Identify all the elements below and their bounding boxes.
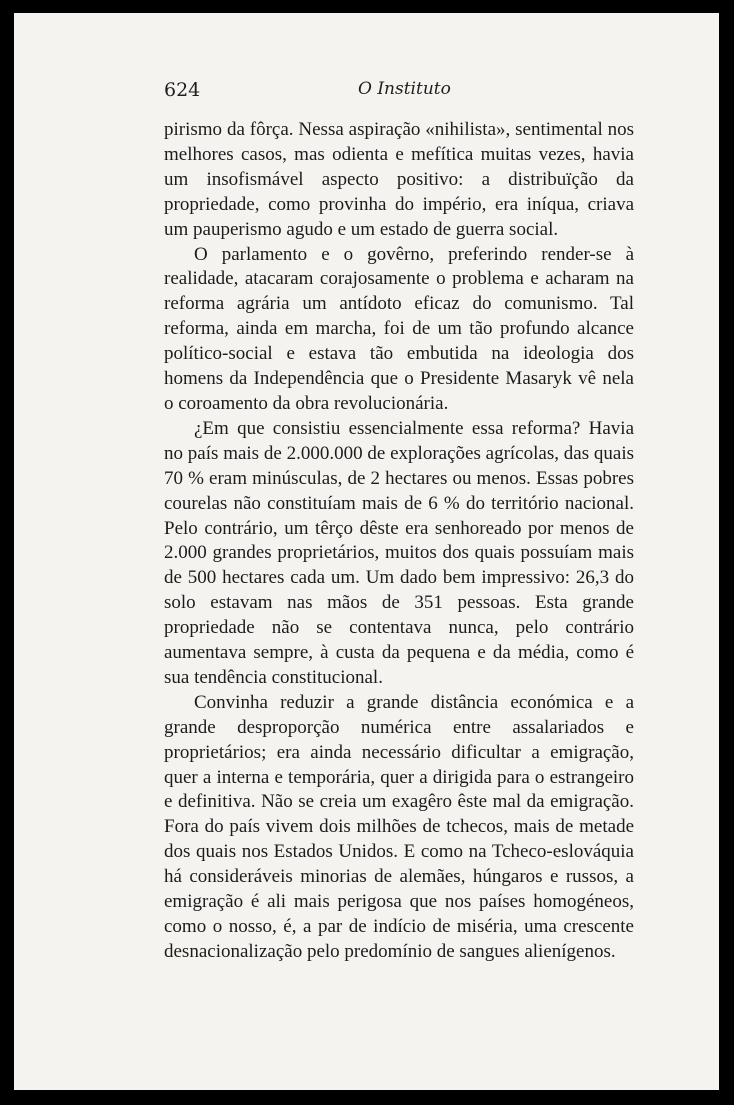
book-page — [14, 13, 719, 1090]
body-text — [164, 118, 634, 965]
running-title: O Instituto — [358, 79, 451, 99]
paragraph-3: ¿Em que consistiu essencialmente essa reforma? Havia no país mais de 2.000.000 de explorações agrícolas, das quais 70 % eram minúsculas, de 2 hectares ou menos. Essas pobres courelas não constituíam mais de 6 % do território nacional. Pelo contrário, um têrço dêste era senhoreado por menos de 2.000 grandes proprietários, muitos dos quais possuíam mais de 500 hectares cada um. Um dado bem impressivo: 26,3 do solo estavam nas mãos de 351 pessoas. Esta grande propriedade não se contentava nunca, pelo contrário aumentava sempre, à custa da pequena e da média, como é sua tendência constitucional. — [164, 417, 634, 688]
paragraph-4: Convinha reduzir a grande distância económica e a grande desproporção numérica entre assalariados e proprietários; era ainda necessário dificultar a emigração, quer a interna e temporária, quer a dirigida para o estrangeiro e definitiva. Não se creia um exagêro êste mal da emigração. Fora do país vivem dois milhões de tchecos, mais de metade dos quais nos Estados Unidos. E como na Tcheco-eslováquia há consideráveis minorias de alemães, húngaros e russos, a emigração é ali mais perigosa que nos países homogéneos, como o nosso, é, a par de indício de miséria, uma crescente desnacionalização pelo predomínio de sangues alienígenos. — [164, 691, 634, 962]
page-number: 624 — [164, 79, 201, 101]
paragraph-1: pirismo da fôrça. Nessa aspiração «nihilista», sentimental nos melhores casos, mas odienta e mefítica muitas vezes, havia um insofismável aspecto positivo: a distribuïção da propriedade, como provinha do império, era iníqua, criava um pauperismo agudo e um estado de guerra social. — [164, 119, 634, 240]
paragraph-2: O parlamento e o govêrno, preferindo render-se à realidade, atacaram corajosamente o problema e acharam na reforma agrária um antídoto eficaz do comunismo. Tal reforma, ainda em marcha, foi de um tão profundo alcance político-social e estava tão embutida na ideologia dos homens da Independência que o Presidente Masaryk vê nela o coroamento da obra revolucionária. — [164, 243, 634, 414]
page-header — [164, 79, 464, 107]
